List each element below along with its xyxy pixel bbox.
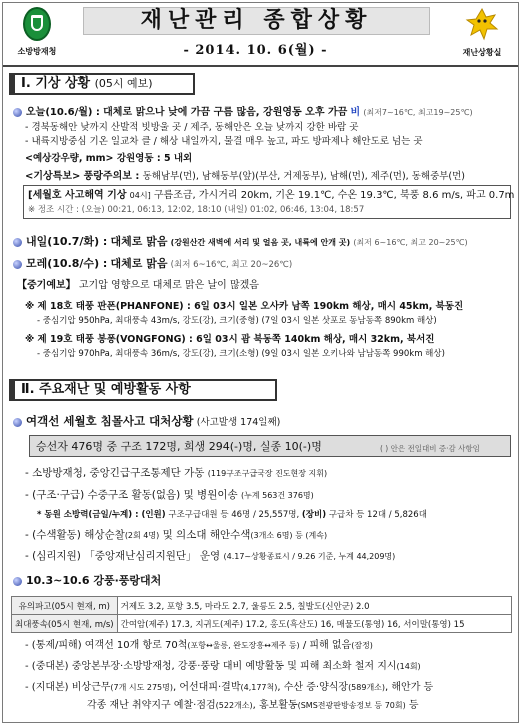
sewol-response: 여객선 세월호 침몰사고 대처상황 (사고발생 174일째) — [13, 415, 280, 429]
nema-logo — [9, 6, 65, 62]
bullet-icon — [13, 108, 22, 117]
tomorrow-forecast: 내일(10.7/화) : 대체로 맑음 (강원산간 새벽에 서리 및 얼음 곳, 내륙에 안개 곳) (최저 6~16℃, 최고 20~25℃) — [13, 235, 468, 249]
typhoon-19-detail: - 중심기압 970hPa, 최대풍속 36m/s, 강도(강), 크기(소형) (9일 03시 일본 오키나와 남남동쪽 990km 해상) — [37, 349, 445, 359]
rescue-activity: - (구조·구급) 수중구조 활동(없음) 및 병원이송 (누계 563건 376명) — [25, 489, 314, 501]
rainfall-forecast: <예상강우량, mm> 강원영동 : 5 내외 — [25, 153, 193, 164]
table-row — [12, 597, 512, 615]
table-header-cell: 유의파고(05시 현재, m) — [12, 597, 118, 615]
mobilized-resources: * 동원 소방력(금일/누계) : (인원) 구조구급대원 등 46명 / 25,557명, (장비) 구급차 등 12대 / 5,826대 — [37, 510, 427, 520]
situation-room-logo — [451, 7, 513, 63]
section-subtitle: (05시 예보) — [94, 77, 153, 90]
table-cell: 거제도 3.2, 포항 3.5, 마라도 2.7, 울릉도 2.5, 칠발도(신안군) 2.0 — [117, 597, 511, 615]
psych-support: - (심리지원) 「중앙재난심리지원단」 운영 (4.17~상황종료시 / 9.26 기준, 누계 44,209명) — [25, 550, 396, 562]
weather-warning: <기상특보> 풍랑주의보 : 동해남부(먼), 남해동부(앞)(부산, 거제동부), 남해(먼), 제주(먼), 동해중부(먼) — [25, 171, 466, 182]
table-header-cell: 최대풍속(05시 현재, m/s) — [12, 615, 118, 633]
right-org-name: 재난상황실 — [462, 48, 502, 57]
day-after-forecast: 모레(10.8/수) : 대체로 맑음 (최저 6~16℃, 최고 20~26℃) — [13, 257, 292, 272]
mid-term-forecast: 【중기예보】 고기압 영향으로 대체로 맑은 날이 많겠음 — [17, 280, 259, 291]
table-cell: 간여암(제주) 17.3, 지귀도(제주) 17.2, 홍도(흑산도) 16, 매물도(통영) 16, 서이말(통영) 15 — [117, 615, 511, 633]
section-weather-header — [9, 73, 195, 95]
section-title: 주요재난 및 예방활동 사항 — [39, 382, 191, 397]
search-activity: - (수색활동) 해상순찰(2회 4명) 및 의소대 해안수색(3개소 6명) 등 (계속) — [25, 529, 328, 541]
section-number: Ⅱ. — [21, 382, 35, 397]
bullet-icon — [13, 238, 22, 247]
local-hq-action-cont: 각종 재난 취약지구 예찰·점검(522개소), 홍보활동(SMS전광판방송정보 등 70회) 등 — [87, 700, 419, 711]
today-detail-2: - 내륙지방중심 기온 일교차 클 / 해상 내일까지, 물결 매우 높고, 파도 방파제나 해안도로 넘는 곳 — [25, 136, 423, 147]
typhoon-18-detail: - 중심기압 950hPa, 최대풍속 43m/s, 강도(강), 크기(중형) (7일 03시 일본 삿포로 동남동쪽 890km 해상) — [37, 316, 437, 326]
left-org-name: 소방방재청 — [17, 47, 57, 56]
wave-wind-table — [11, 596, 512, 633]
report-date: - 2014. 10. 6(월) - — [183, 43, 328, 58]
section-number: Ⅰ. — [21, 76, 31, 91]
report-title: 재난관리 종합상황 — [83, 7, 430, 35]
hq-operation: - 소방방재청, 중앙긴급구조통제단 가동 (119구조구급국장 진도현장 지휘) — [25, 467, 328, 479]
section-title: 기상 상황 — [35, 76, 91, 91]
mascot-icon — [465, 7, 499, 41]
local-hq-action: - (지대본) 비상근무(7개 시도 275명), 어선대피·결박(4,177척), 수산 증·양식장(589개소), 해안가 등 — [25, 682, 434, 693]
storm-response-heading: 10.3~10.6 강풍·풍랑대처 — [13, 574, 161, 587]
sewol-weather-box: [세월호 사고해역 기상 04시] 구름조금, 가시거리 20km, 기온 19.1℃, 수온 19.3℃, 북풍 8.6 m/s, 파고 0.7m ※ 정조 시간 : (오늘) 00:21, 06:13, 12:02, 18:10 (내일) 01:02, 06:46, 13:04, 18:57 — [23, 185, 511, 219]
report-header — [3, 3, 518, 67]
bullet-icon — [13, 577, 22, 586]
section-disaster-header — [9, 379, 277, 401]
bullet-icon — [13, 418, 22, 427]
today-detail-1: - 경북동해안 낮까지 산발적 빗방울 곳 / 제주, 동해안은 오늘 낮까지 강한 바람 곳 — [25, 122, 359, 133]
table-row — [12, 615, 512, 633]
central-hq-action: - (중대본) 중앙본부장·소방방재청, 강풍·풍랑 대비 예방활동 및 피해 최소화 철저 지시(14회) — [25, 661, 421, 672]
tide-times: ※ 정조 시간 : (오늘) 00:21, 06:13, 12:02, 18:10 (내일) 01:02, 06:46, 13:04, 18:57 — [28, 205, 365, 215]
shield-emblem-icon — [23, 7, 51, 41]
report-page — [2, 2, 519, 723]
typhoon-19: ※ 제 19호 태풍 봉퐁(VONGFONG) : 6일 03시 괌 북동쪽 140km 해상, 매시 32km, 북서진 — [25, 334, 435, 345]
sewol-stats-box: 승선자 476명 중 구조 172명, 희생 294(-)명, 실종 10(-)명 ( ) 안은 전일대비 증·감 사항임 — [29, 435, 511, 457]
bullet-icon — [13, 260, 22, 269]
control-damage: - (통제/피해) 여객선 10개 항로 70척(포항↔울릉, 완도장흥↔제주 등) / 피해 없음(잠정) — [25, 640, 373, 651]
typhoon-18: ※ 제 18호 태풍 판폰(PHANFONE) : 6일 03시 일본 오사카 남쪽 190km 해상, 매시 45km, 북동진 — [25, 301, 464, 312]
today-forecast: 오늘(10.6/월) : 대체로 맑으나 낮에 가끔 구름 많음, 강원영동 오후 가끔 비 (최저7~16℃, 최고19~25℃) — [13, 106, 473, 119]
